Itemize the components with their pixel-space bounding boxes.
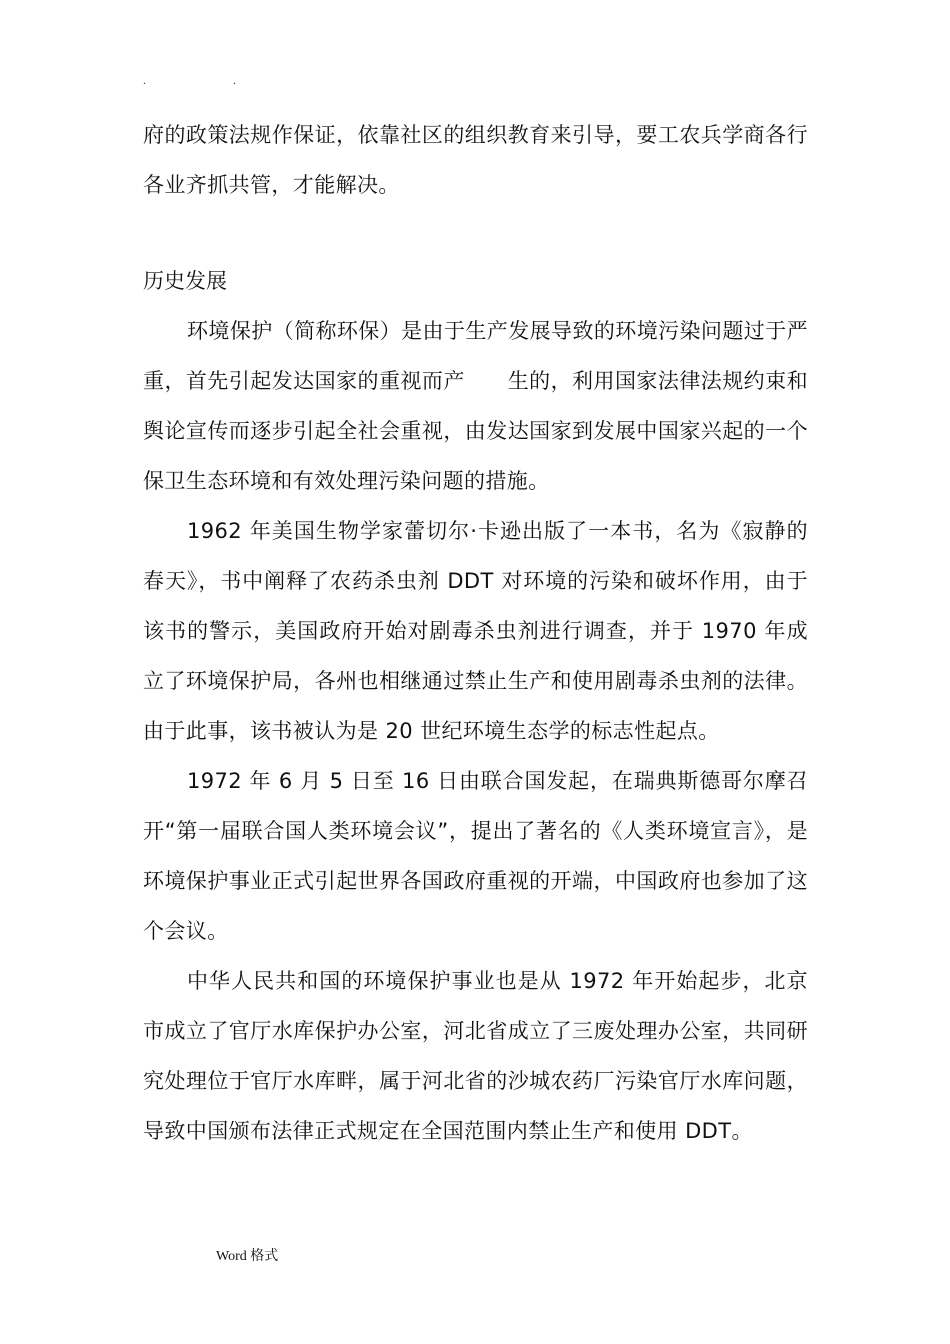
document-body bbox=[143, 110, 808, 1156]
paragraph-environment-protection: 环境保护（简称环保）是由于生产发展导致的环境污染问题过于严重，首先引起发达国家的重视而产 生的，利用国家法律法规约束和舆论宣传而逐步引起全社会重视，由发达国家到发展中国家兴起的一个保卫生态环境和有效处理污染问题的措施。 bbox=[143, 319, 808, 493]
paragraph-china-environment: 中华人民共和国的环境保护事业也是从 1972 年开始起步，北京市成立了官厅水库保护办公室，河北省成立了三废处理办公室，共同研究处理位于官厅水库畔，属于河北省的沙城农药厂污染官厅水库问题，导致中国颁布法律正式规定在全国范围内禁止生产和使用 DDT。 bbox=[143, 969, 808, 1143]
header-dot: . bbox=[233, 73, 236, 87]
header-dot: . bbox=[143, 73, 146, 87]
continuation-paragraph: 府的政策法规作保证，依靠社区的组织教育来引导，要工农兵学商各行各业齐抓共管，才能解决。 bbox=[143, 123, 808, 197]
header-marks bbox=[143, 70, 263, 90]
paragraph-silent-spring: 1962 年美国生物学家蕾切尔·卡逊出版了一本书，名为《寂静的春天》，书中阐释了农药杀虫剂 DDT 对环境的污染和破坏作用，由于该书的警示，美国政府开始对剧毒杀虫剂进行调查，并于 1970 年成立了环境保护局，各州也相继通过禁止生产和使用剧毒杀虫剂的法律。由于此事，该书被认为是 20 世纪环境生态学的标志性起点。 bbox=[143, 519, 808, 743]
footer-label: Word 格式 bbox=[216, 1249, 279, 1264]
section-heading: 历史发展 bbox=[143, 269, 227, 293]
paragraph-un-conference: 1972 年 6 月 5 日至 16 日由联合国发起，在瑞典斯德哥尔摩召开“第一届联合国人类环境会议”，提出了著名的《人类环境宣言》，是环境保护事业正式引起世界各国政府重视的开端，中国政府也参加了这个会议。 bbox=[143, 769, 808, 943]
